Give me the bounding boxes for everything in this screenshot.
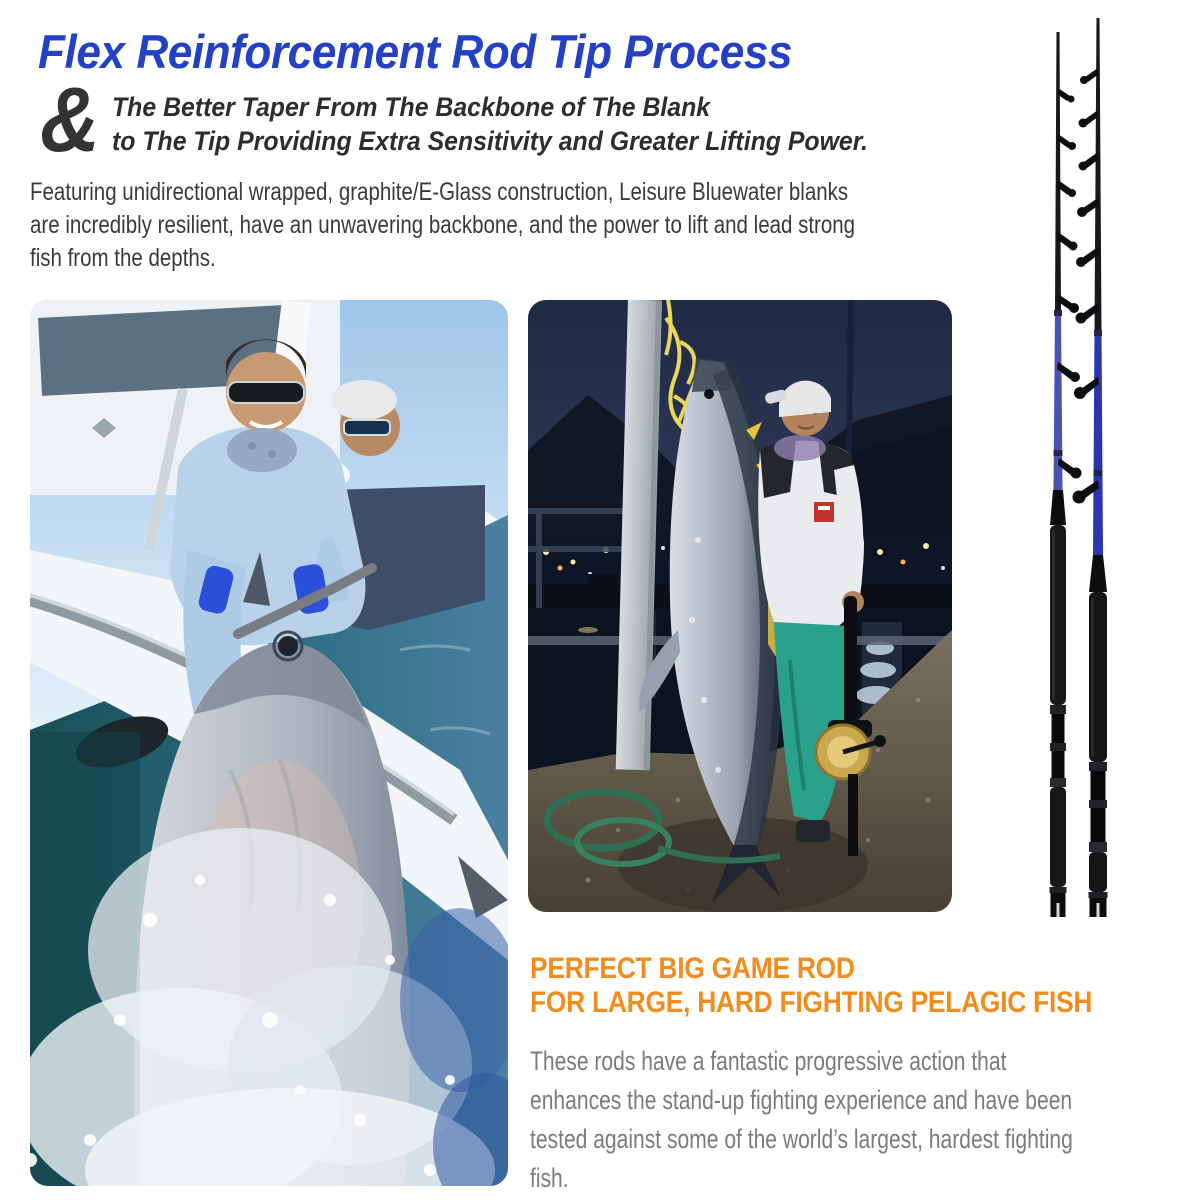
sunglasses-front xyxy=(228,382,304,403)
intro-line-1: Featuring unidirectional wrapped, graphite/E-Glass construction, Leisure Bluewater blanks xyxy=(30,178,849,206)
big-game-heading-line-1: PERFECT BIG GAME ROD xyxy=(530,952,855,985)
big-game-heading xyxy=(530,952,1169,1020)
big-game-paragraph xyxy=(530,1042,1200,1198)
rod-left-rear-grip xyxy=(1050,787,1066,887)
intro-paragraph xyxy=(30,176,1036,275)
page-title: Flex Reinforcement Rod Tip Process xyxy=(38,25,793,78)
neck-buff xyxy=(227,428,297,472)
tuna-eye xyxy=(704,389,714,399)
subtitle xyxy=(112,90,934,158)
rod-right-blue-blank xyxy=(1093,330,1103,555)
big-game-heading-line-2: FOR LARGE, HARD FIGHTING PELAGIC FISH xyxy=(530,986,1093,1019)
rod-right-rear-grip xyxy=(1089,852,1107,892)
sunglasses-rear xyxy=(344,420,390,435)
big-game-body-line-2: enhances the stand-up fighting experience and have been xyxy=(530,1085,1073,1115)
big-game-body-line-4: fish. xyxy=(530,1163,569,1193)
rod-pair-graphic xyxy=(1020,10,1140,918)
marlin-eye xyxy=(278,636,298,656)
marlin-photo-illustration xyxy=(30,300,508,1186)
intro-line-3: fish from the depths. xyxy=(30,244,216,272)
tuna-photo-illustration xyxy=(528,300,952,912)
big-game-body-line-1: These rods have a fantastic progressive action that xyxy=(530,1046,1007,1076)
rods-illustration xyxy=(1020,10,1140,918)
subtitle-line-2: to The Tip Providing Extra Sensitivity and Greater Lifting Power. xyxy=(112,126,868,156)
subtitle-line-1: The Better Taper From The Backbone of The Blank xyxy=(112,92,711,122)
ampersand-glyph: & xyxy=(40,69,100,171)
rod-left xyxy=(1050,32,1082,917)
rod-right xyxy=(1073,18,1108,917)
big-game-body-line-3: tested against some of the world’s largest, hardest fighting xyxy=(530,1124,1073,1154)
photo-night-tuna xyxy=(528,300,952,912)
photo-anglers-marlin xyxy=(30,300,508,1186)
jersey-logo xyxy=(814,502,834,522)
intro-line-2: are incredibly resilient, have an unwavering backbone, and the power to lift and lead strong xyxy=(30,211,856,239)
